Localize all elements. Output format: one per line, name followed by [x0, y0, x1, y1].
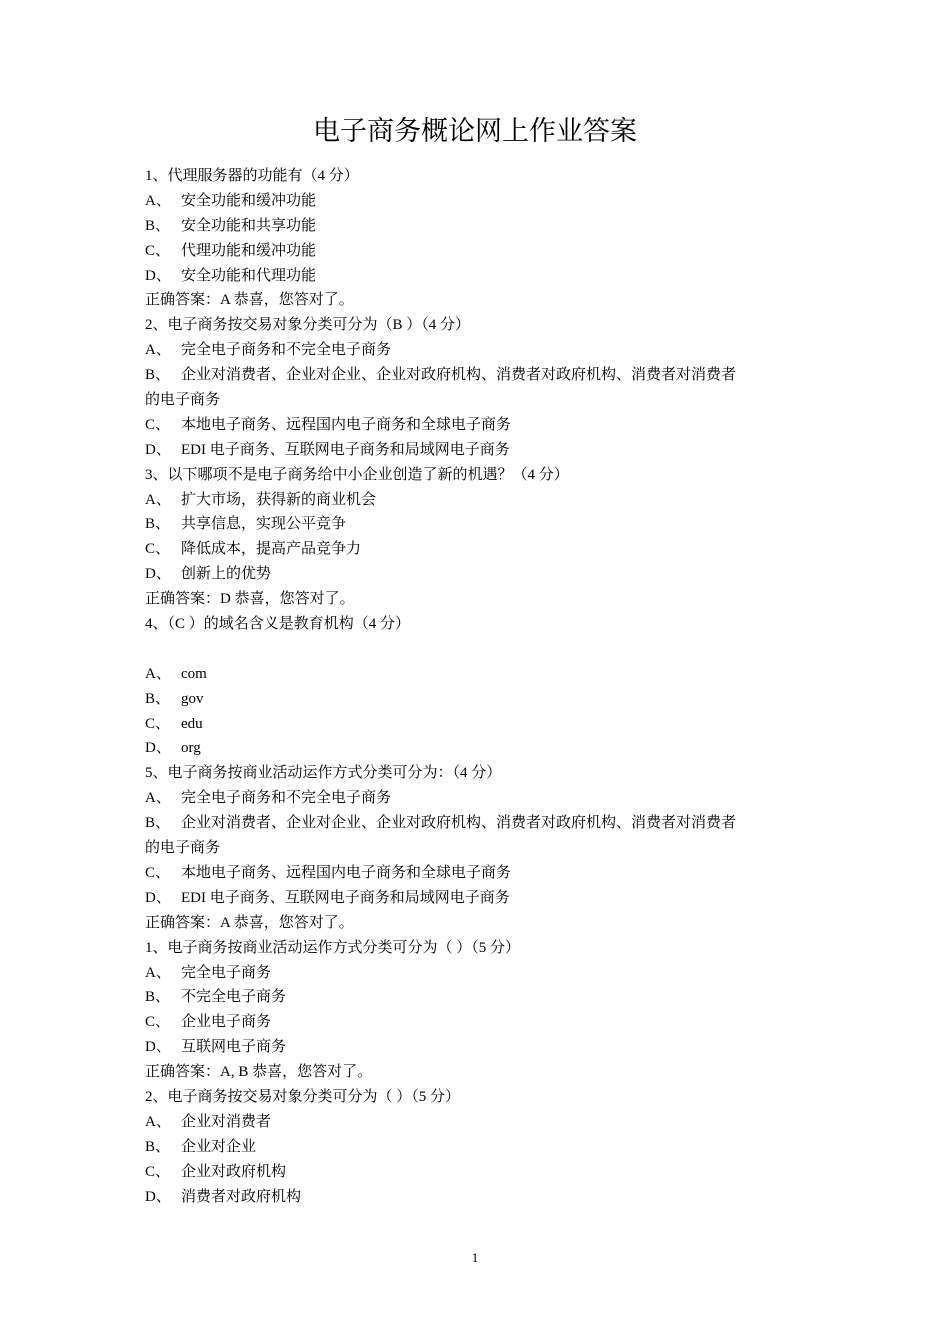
text-line: 正确答案：A 恭喜，您答对了。: [145, 292, 354, 309]
page-title: 电子商务概论网上作业答案: [313, 116, 637, 147]
option-text: 企业对企业: [181, 1138, 257, 1155]
option-line: [145, 512, 810, 537]
option-letter: C、: [145, 1163, 171, 1180]
option-text: 共享信息，实现公平竞争: [181, 516, 347, 533]
option-text: 企业对消费者、企业对企业、企业对政府机构、消费者对政府机构、消费者对消费者: [181, 815, 737, 832]
option-letter: C、: [145, 541, 171, 558]
option-letter: D、: [145, 1188, 171, 1205]
option-letter: D、: [145, 889, 171, 906]
option-text: 安全功能和共享功能: [181, 217, 317, 234]
option-letter: B、: [145, 367, 171, 384]
text-line: 的电子商务: [145, 392, 221, 409]
text-line: 的电子商务: [145, 840, 221, 857]
option-text: EDI 电子商务、互联网电子商务和局域网电子商务: [181, 441, 510, 458]
option-line: [145, 363, 810, 388]
option-line: [145, 712, 810, 737]
option-letter: D、: [145, 1039, 171, 1056]
option-line: [145, 562, 810, 587]
option-line: [145, 1010, 810, 1035]
option-line: [145, 1135, 810, 1160]
option-letter: C、: [145, 715, 171, 732]
option-line: [145, 811, 810, 836]
option-text: 创新上的优势: [181, 566, 272, 583]
option-text: 企业电子商务: [181, 1014, 272, 1031]
text-line: 1、代理服务器的功能有（4 分）: [145, 168, 359, 184]
option-letter: B、: [145, 516, 171, 533]
option-line: [145, 961, 810, 986]
option-line: [145, 861, 810, 886]
option-letter: B、: [145, 690, 171, 707]
option-line: [145, 886, 810, 911]
option-letter: A、: [145, 665, 171, 682]
option-letter: C、: [145, 864, 171, 881]
option-letter: A、: [145, 790, 171, 807]
option-text: edu: [181, 715, 203, 732]
option-line: [145, 264, 810, 289]
option-line: [145, 1185, 810, 1210]
option-text: org: [181, 740, 201, 757]
option-letter: A、: [145, 192, 171, 209]
option-text: 完全电子商务: [181, 964, 272, 981]
option-text: 不完全电子商务: [181, 989, 287, 1006]
option-text: 本地电子商务、远程国内电子商务和全球电子商务: [181, 416, 512, 433]
option-letter: D、: [145, 441, 171, 458]
text-line: 5、电子商务按商业活动运作方式分类可分为：（4 分）: [145, 765, 502, 782]
option-text: 代理功能和缓冲功能: [181, 242, 317, 259]
option-text: 安全功能和缓冲功能: [181, 192, 317, 209]
option-text: 互联网电子商务: [181, 1039, 287, 1056]
option-text: 企业对消费者、企业对企业、企业对政府机构、消费者对政府机构、消费者对消费者: [181, 367, 737, 384]
option-line: [145, 1110, 810, 1135]
option-line: [145, 687, 810, 712]
text-line: 正确答案：A 恭喜，您答对了。: [145, 914, 354, 931]
option-letter: D、: [145, 740, 171, 757]
option-text: 企业对政府机构: [181, 1163, 287, 1180]
option-letter: B、: [145, 217, 171, 234]
option-text: 本地电子商务、远程国内电子商务和全球电子商务: [181, 864, 512, 881]
option-letter: B、: [145, 815, 171, 832]
text-line: 1、电子商务按商业活动运作方式分类可分为（ ）（5 分）: [145, 939, 521, 956]
page-number: 1: [471, 1250, 479, 1265]
option-line: [145, 438, 810, 463]
option-text: 安全功能和代理功能: [181, 267, 317, 284]
option-letter: A、: [145, 342, 171, 359]
text-line: 3、以下哪项不是电子商务给中小企业创造了新的机遇？（4 分）: [145, 466, 569, 483]
option-line: [145, 1160, 810, 1185]
option-line: [145, 239, 810, 264]
text-line: 2、电子商务按交易对象分类可分为（B ）（4 分）: [145, 317, 471, 334]
option-letter: D、: [145, 267, 171, 284]
option-letter: D、: [145, 566, 171, 583]
option-letter: A、: [145, 964, 171, 981]
option-line: [145, 1035, 810, 1060]
option-text: gov: [181, 690, 204, 707]
option-line: [145, 786, 810, 811]
option-letter: C、: [145, 242, 171, 259]
option-text: 消费者对政府机构: [181, 1188, 302, 1205]
option-line: [145, 662, 810, 687]
option-text: com: [181, 665, 207, 682]
option-letter: C、: [145, 416, 171, 433]
option-text: 降低成本，提高产品竞争力: [181, 541, 362, 558]
text-line: 正确答案：D 恭喜，您答对了。: [145, 591, 355, 608]
option-line: [145, 189, 810, 214]
blank-line: [145, 637, 810, 662]
option-letter: B、: [145, 989, 171, 1006]
option-line: [145, 413, 810, 438]
option-line: [145, 338, 810, 363]
text-line: 正确答案：A, B 恭喜，您答对了。: [145, 1064, 373, 1081]
option-line: [145, 488, 810, 513]
option-text: 完全电子商务和不完全电子商务: [181, 342, 392, 359]
option-line: [145, 985, 810, 1010]
option-text: EDI 电子商务、互联网电子商务和局域网电子商务: [181, 889, 510, 906]
option-letter: A、: [145, 491, 171, 508]
option-letter: C、: [145, 1014, 171, 1031]
option-letter: B、: [145, 1138, 171, 1155]
document-body: [145, 164, 810, 1209]
text-line: 4、（C ）的域名含义是教育机构（4 分）: [145, 616, 411, 633]
text-line: 2、电子商务按交易对象分类可分为（ ）（5 分）: [145, 1088, 461, 1105]
option-text: 完全电子商务和不完全电子商务: [181, 790, 392, 807]
option-line: [145, 214, 810, 239]
option-line: [145, 537, 810, 562]
option-line: [145, 736, 810, 761]
option-text: 企业对消费者: [181, 1113, 272, 1130]
option-text: 扩大市场，获得新的商业机会: [181, 491, 377, 508]
option-letter: A、: [145, 1113, 171, 1130]
